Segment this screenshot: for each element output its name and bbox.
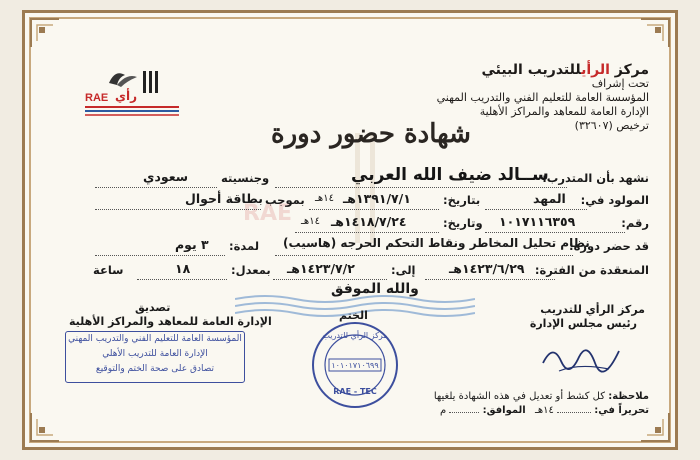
birthdate-value: ١٣٩١/٧/١هـ — [343, 191, 411, 206]
header-dept: الإدارة العامة للمعاهد والمراكز الأهلية — [479, 105, 649, 118]
issued-date-line: تحريراً في: ١٤هـ الموافق: م — [440, 405, 649, 416]
seal-number: ١٠١٠١٧١٠٦٩٩ — [331, 361, 379, 370]
duration-label: لمدة: — [229, 239, 260, 253]
center-header: مركز الرأيللتدريب البيئي تحت إشراف المؤسسة العامة للتعليم الفني والتدريب المهني الإدارة العامة للمعاهد والمراكز الأهلية ترخيص (٣٢٦٠٧) — [436, 62, 649, 132]
id-type-label: بموجب — [265, 193, 305, 207]
endorsement-dept: الإدارة العامة للمعاهد والمراكز الأهلية — [69, 315, 272, 328]
corner-ornament-icon — [29, 17, 63, 51]
rate-label: بمعدل: — [231, 263, 271, 277]
certificate: مركز الرأيللتدريب البيئي تحت إشراف المؤسسة العامة للتعليم الفني والتدريب المهني الإدارة العامة للمعاهد والمراكز الأهلية ترخيص (٣٢٦٠٧) RAE رأي شهادة حضور دورة RAE نشهد بأن المتدرب: ســالد ضيف الله العربي وجنسيته سعودي المولود في: المهد بتاريخ: ١٣٩١/٧/١هـ ١٤هـ بموجب بطاقة أحوال رقم: ١٠١٧١١٦٣٥٩ وتاريخ: ١٤١٨/٧/٢٤هـ ١٤هـ قد حضر دورة: نظام تحليل المخاطر ونقاط التحكم الحرجه (هاسيب) لمدة: ٣ يوم المنعقدة من الفترة: ١٤٢٣/٦/٢٩هـ إلى: ١٤٢٣/٧/٢هـ بمعدل: ١٨ ساعة والله الموفق تصديق الإدارة العامة للمعاهد والمراكز الأهلية المؤسسة العامة للتعليم الفني والتدريب المهني الإدارة العامة للتدريب الأهلي تصادق على صحة الختم والتوقيع الختم مركز الرأي للتدريب ١٠١٠١٧١٠٦٩٩ RAE - TEC مركز الرأي للتدريب رئيس مجلس الإدارة ملاحظة: كل كشط أو تعديل في هذه الشهادة يلغيها تحريراً في: ١٤هـ الموافق: م — [22, 10, 678, 450]
number-label: رقم: — [621, 216, 649, 230]
period-to-label: إلى: — [391, 263, 416, 277]
director-title: رئيس مجلس الإدارة — [529, 317, 637, 330]
header-supervision: تحت إشراف — [591, 77, 649, 90]
course-label: قد حضر دورة: — [568, 239, 649, 253]
endorsement-stamp: المؤسسة العامة للتعليم الفني والتدريب المهني الإدارة العامة للتدريب الأهلي تصادق على صحة الختم والتوقيع — [65, 331, 245, 383]
issue-date-label: وتاريخ: — [443, 216, 483, 230]
corner-ornament-icon — [637, 17, 671, 51]
trainee-name: ســالد ضيف الله العربي — [351, 165, 549, 185]
course-name: نظام تحليل المخاطر ونقاط التحكم الحرجه (هاسيب) — [283, 236, 590, 250]
period-label: المنعقدة من الفترة: — [534, 263, 649, 277]
watermark-text: RAE — [243, 201, 292, 226]
signature-icon — [539, 333, 629, 379]
birthplace-value: المهد — [533, 191, 566, 206]
period-to-value: ١٤٢٣/٧/٢هـ — [287, 261, 355, 276]
issue-date-value: ١٤١٨/٧/٢٤هـ — [331, 214, 407, 229]
corner-ornament-icon — [29, 409, 63, 443]
director-org: مركز الرأي للتدريب — [540, 303, 645, 316]
seal-ring-text: مركز الرأي للتدريب — [322, 331, 388, 340]
hours-value: ١٨ — [175, 261, 191, 276]
footer-note: ملاحظة: كل كشط أو تعديل في هذه الشهادة يلغيها — [433, 391, 649, 402]
svg-text:RAE: RAE — [85, 92, 109, 104]
logo: RAE رأي — [81, 61, 181, 117]
id-type-value: بطاقة أحوال — [185, 191, 263, 206]
blessing-text: والله الموفق — [331, 281, 419, 297]
seal-title: الختم — [339, 309, 368, 322]
header-org: المؤسسة العامة للتعليم الفني والتدريب المهني — [436, 91, 649, 104]
id-number-value: ١٠١٧١١٦٣٥٩ — [499, 214, 576, 229]
nationality-label: وجنسيته — [221, 171, 270, 185]
header-license: ترخيص (٣٢٦٠٧) — [574, 119, 649, 132]
hours-label: ساعة — [93, 263, 124, 277]
birthplace-label: المولود في: — [580, 193, 649, 207]
endorsement-title: تصديق — [135, 301, 171, 314]
nationality-value: سعودي — [143, 169, 189, 184]
duration-value: ٣ يوم — [175, 237, 209, 252]
seal-bottom-text: RAE - TEC — [333, 387, 377, 396]
period-from-value: ١٤٢٣/٦/٢٩هـ — [449, 261, 525, 276]
birthdate-label: بتاريخ: — [443, 193, 481, 207]
trainee-label: نشهد بأن المتدرب: — [542, 171, 649, 185]
certificate-title: شهادة حضور دورة — [271, 119, 471, 149]
